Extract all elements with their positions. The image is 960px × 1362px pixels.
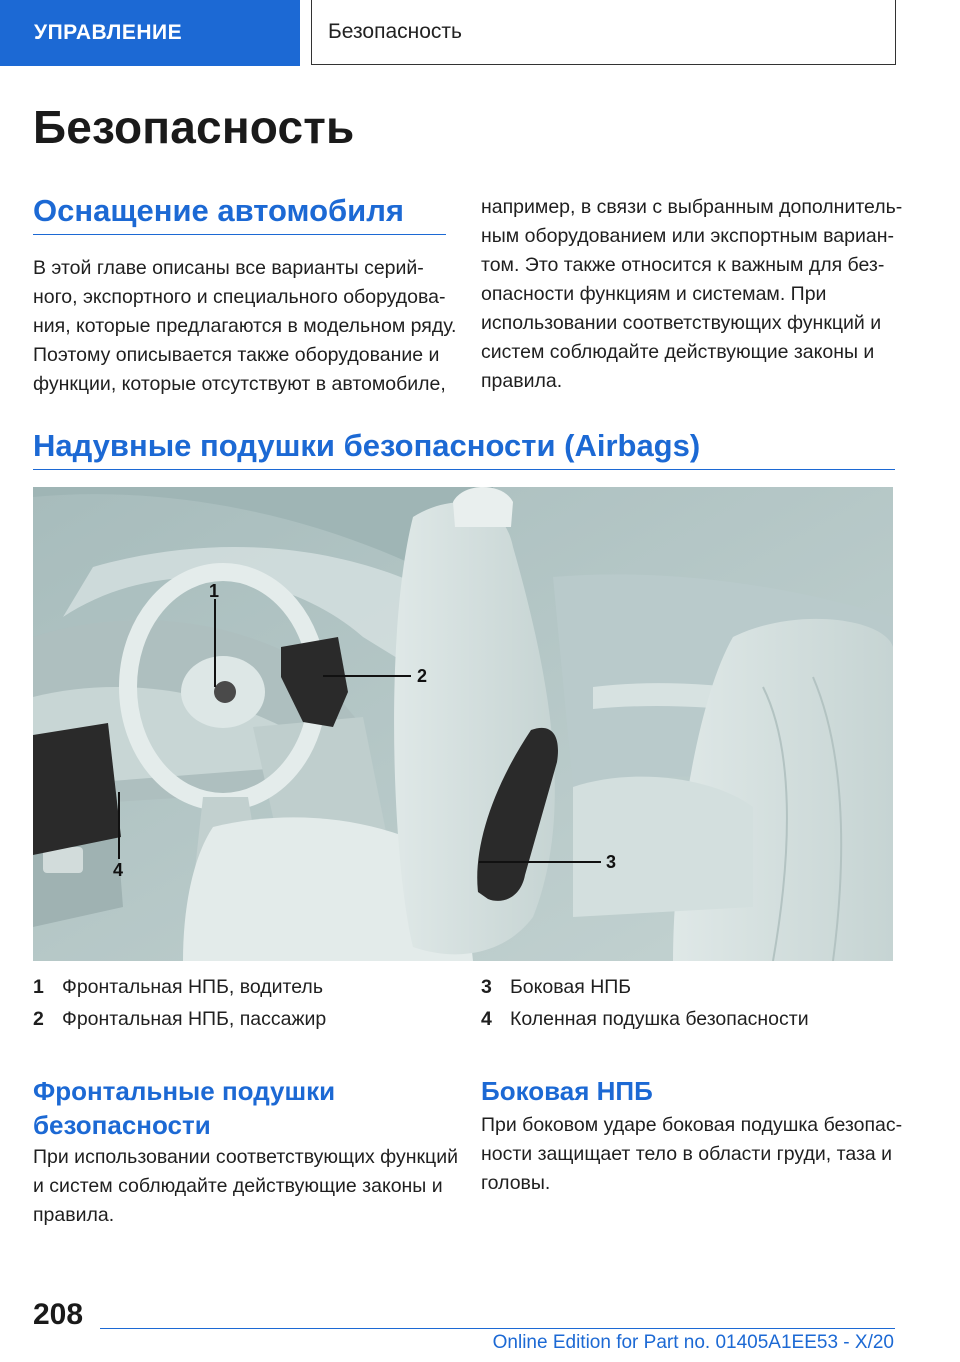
- bmw-logo-icon: [214, 681, 236, 703]
- text-line: правила.: [481, 370, 563, 392]
- chapter-label: УПРАВЛЕНИЕ: [34, 21, 183, 44]
- heading-line: Фронтальные подушки: [33, 1076, 336, 1106]
- text-line: использовании соответствующих функций и: [481, 312, 882, 334]
- equipment-heading-rule: [33, 234, 446, 235]
- legend-item-3: [481, 976, 631, 999]
- text-line: ности защищает тело в области груди, таза и: [481, 1143, 893, 1165]
- page-title: Безопасность: [33, 101, 355, 153]
- airbag-locations-illustration: [33, 487, 893, 961]
- equipment-text-col2: [481, 193, 902, 396]
- section-header: [311, 0, 896, 65]
- text-line: головы.: [481, 1172, 551, 1194]
- text-line: правила.: [33, 1204, 115, 1226]
- front-airbags-text: [33, 1143, 458, 1230]
- text-line: ным оборудованием или экспортным вариан-: [481, 225, 894, 247]
- equipment-text-col1: [33, 254, 456, 399]
- section-label: Безопасность: [328, 20, 462, 43]
- legend-item-2: [33, 1008, 326, 1031]
- callout-4: 4: [113, 860, 124, 880]
- text-line: ния, которые предлагаются в модельном ряду.: [33, 315, 457, 337]
- equipment-heading: Оснащение автомобиля: [33, 193, 404, 228]
- footer-rule: [100, 1328, 895, 1329]
- airbags-heading: Надувные подушки безопасности (Airbags): [33, 428, 701, 463]
- text-line: например, в связи с выбранным дополнитель-: [481, 196, 903, 218]
- legend-item-4: [481, 1008, 809, 1031]
- callout-1: 1: [209, 581, 220, 601]
- side-airbag-heading: Боковая НПБ: [481, 1076, 653, 1106]
- side-airbag-text: [481, 1111, 902, 1198]
- legend-number: 4: [481, 1008, 492, 1030]
- legend-label: Боковая НПБ: [510, 976, 632, 998]
- airbags-heading-rule: [33, 469, 895, 470]
- car-interior-drawing: [33, 487, 893, 961]
- heading-line: безопасности: [33, 1110, 211, 1140]
- text-line: При боковом ударе боковая подушка безопас-: [481, 1114, 903, 1136]
- text-line: опасности функциям и системам. При: [481, 283, 827, 305]
- text-line: При использовании соответствующих функций: [33, 1146, 458, 1168]
- chapter-tab[interactable]: [0, 0, 300, 66]
- callout-2: 2: [417, 666, 428, 686]
- text-line: и систем соблюдайте действующие законы и: [33, 1175, 443, 1197]
- legend-label: Коленная подушка безопасности: [510, 1008, 809, 1030]
- legend-number: 3: [481, 976, 492, 998]
- callout-3: 3: [606, 852, 617, 872]
- front-airbags-heading: [33, 1074, 335, 1142]
- edition-footer: Online Edition for Part no. 01405A1EE53 - X/20: [492, 1332, 894, 1353]
- legend-number: 1: [33, 976, 44, 998]
- legend-label: Фронтальная НПБ, пассажир: [62, 1008, 327, 1030]
- text-line: Поэтому описывается также оборудование и: [33, 344, 440, 366]
- knee-airbag-shape: [33, 723, 121, 855]
- legend-number: 2: [33, 1008, 44, 1030]
- text-line: функции, которые отсутствуют в автомобиле,: [33, 373, 446, 395]
- text-line: систем соблюдайте действующие законы и: [481, 341, 875, 363]
- page-number: 208: [33, 1298, 84, 1331]
- text-line: ного, экспортного и специального оборудова-: [33, 286, 446, 308]
- text-line: том. Это также относится к важным для без-: [481, 254, 885, 276]
- text-line: В этой главе описаны все варианты серий-: [33, 257, 424, 279]
- legend-item-1: [33, 976, 323, 999]
- legend-label: Фронтальная НПБ, водитель: [62, 976, 323, 998]
